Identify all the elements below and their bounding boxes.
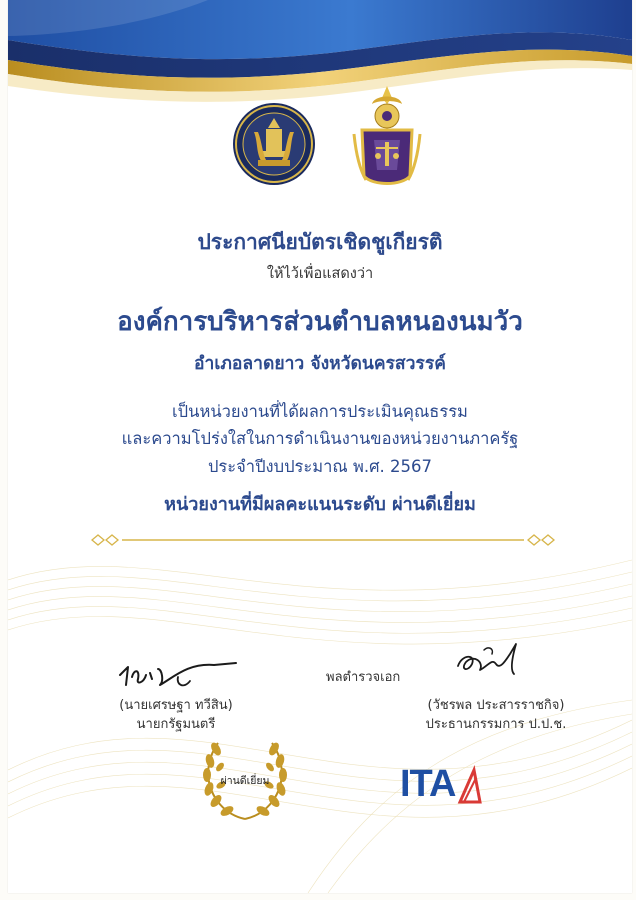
- prime-minister-name: (นายเศรษฐา ทวีสิน): [119, 698, 233, 713]
- laurel-badge-label: ผ่านดีเยี่ยม: [220, 775, 270, 787]
- nacc-emblem-icon: [352, 84, 422, 194]
- government-seal-icon: [232, 102, 316, 186]
- organization-location: อำเภอลาดยาว จังหวัดนครสวรรค์: [194, 354, 446, 374]
- certificate-title: ประกาศนียบัตรเชิดชูเกียรติ: [197, 230, 443, 254]
- ita-logo-icon: [400, 762, 482, 808]
- certificate-subtitle: ให้ไว้เพื่อแสดงว่า: [266, 266, 374, 282]
- nacc-chairman-name: (วัชรพล ประสารราชกิจ): [427, 698, 565, 713]
- ita-logo-text: ITA: [400, 763, 456, 805]
- body-line-1: เป็นหน่วยงานที่ได้ผลการประเมินคุณธรรม: [172, 402, 468, 421]
- nacc-chairman-rank: พลตำรวจเอก: [326, 670, 401, 685]
- organization-name: องค์การบริหารส่วนตำบลหนองนมวัว: [117, 307, 523, 337]
- prime-minister-signature-image: [118, 655, 238, 691]
- gold-divider: [88, 532, 558, 548]
- body-line-3: ประจำปีงบประมาณ พ.ศ. 2567: [207, 457, 433, 476]
- prime-minister-role: นายกรัฐมนตรี: [136, 717, 216, 732]
- score-level: หน่วยงานที่มีผลคะแนนระดับ ผ่านดีเยี่ยม: [164, 494, 476, 515]
- nacc-chairman-role: ประธานกรรมการ ป.ป.ช.: [425, 717, 567, 732]
- certificate-card: [8, 0, 632, 893]
- top-wave-band: [8, 0, 632, 130]
- nacc-chairman-signature-image: [454, 640, 528, 682]
- body-line-2: และความโปร่งใสในการดำเนินงานของหน่วยงานภาครัฐ: [121, 429, 519, 448]
